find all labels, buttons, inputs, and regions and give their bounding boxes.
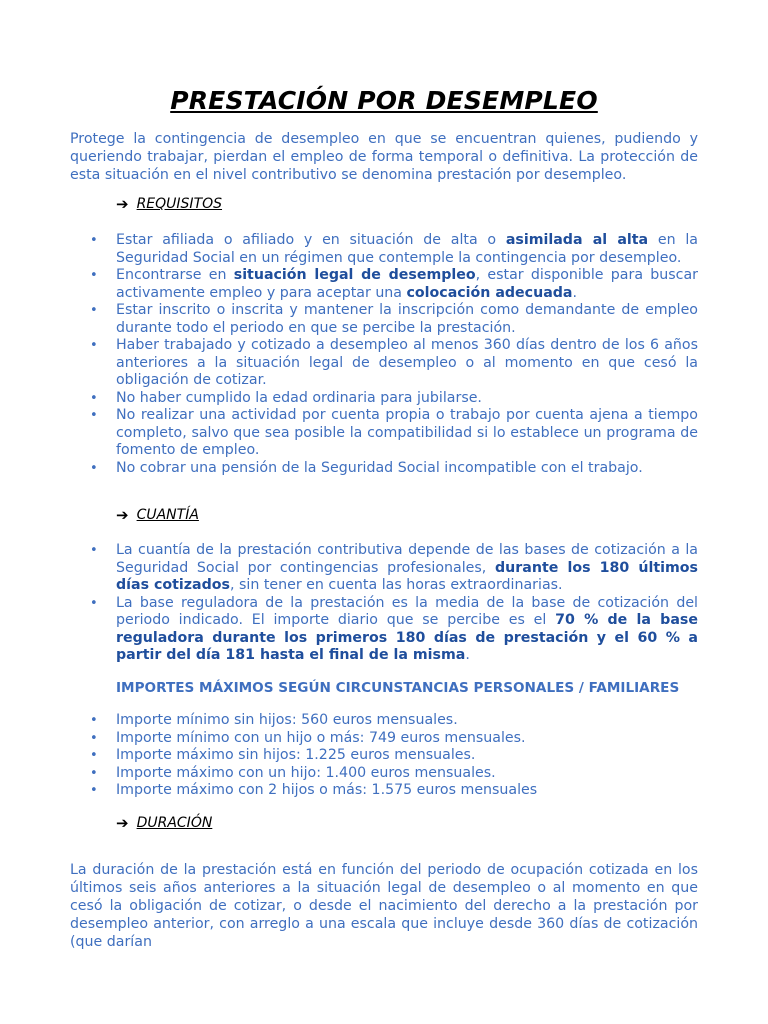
list-item: • La cuantía de la prestación contributiva depende de las bases de cotización a la Seguridad Social por contingencias profesionales, durante los 180 últimos días cotizados, sin tener en cuenta las horas extraordinarias. bbox=[70, 542, 698, 595]
list-item: • Estar afiliada o afiliado y en situación de alta o asimilada al alta en la Seguridad Social en un régimen que contemple la contingencia por desempleo. bbox=[70, 232, 698, 267]
intro-paragraph: Protege la contingencia de desempleo en que se encuentran quienes, pudiendo y queriendo trabajar, pierdan el empleo de forma temporal o definitiva. La protección de esta situación en el nivel contributivo se denomina prestación por desempleo. bbox=[70, 131, 698, 183]
list-item: • La base reguladora de la prestación es la media de la base de cotización del periodo indicado. El importe diario que se percibe es el 70 % de la base reguladora durante los primeros 180 días de prestación y el 60 % a partir del día 181 hasta el final de la misma. bbox=[70, 595, 698, 665]
list-item: • No cobrar una pensión de la Seguridad Social incompatible con el trabajo. bbox=[70, 460, 698, 478]
section-label: DURACIÓN bbox=[136, 815, 213, 831]
list-item: • Importe máximo sin hijos: 1.225 euros mensuales. bbox=[70, 747, 698, 765]
section-heading-requisitos bbox=[116, 195, 222, 213]
list-item: • Importe máximo con 2 hijos o más: 1.575 euros mensuales bbox=[70, 782, 698, 800]
arrow-right-icon: ➔ bbox=[116, 195, 129, 213]
section-label: REQUISITOS bbox=[136, 196, 223, 212]
section-heading-duracion bbox=[116, 814, 212, 832]
list-item: • Estar inscrito o inscrita y mantener la inscripción como demandante de empleo durante todo el periodo en que se percibe la prestación. bbox=[70, 302, 698, 337]
importes-list bbox=[70, 712, 698, 800]
list-item: • Importe mínimo con un hijo o más: 749 euros mensuales. bbox=[70, 730, 698, 748]
duracion-paragraph: La duración de la prestación está en función del periodo de ocupación cotizada en los últimos seis años anteriores a la situación legal de desempleo o al momento en que cesó la obligación de cotizar, o desde el nacimiento del derecho a la prestación por desempleo anterior, con arreglo a una escala que incluye desde 360 días de cotización (que darían bbox=[70, 862, 698, 950]
list-item: • Encontrarse en situación legal de desempleo, estar disponible para buscar activamente empleo y para aceptar una colocación adecuada. bbox=[70, 267, 698, 302]
list-item: • Importe mínimo sin hijos: 560 euros mensuales. bbox=[70, 712, 698, 730]
list-item: • No realizar una actividad por cuenta propia o trabajo por cuenta ajena a tiempo completo, salvo que sea posible la compatibilidad si lo establece un programa de fomento de empleo. bbox=[70, 407, 698, 460]
section-heading-cuantia bbox=[116, 506, 199, 524]
list-item: • Haber trabajado y cotizado a desempleo al menos 360 días dentro de los 6 años anteriores a la situación legal de desempleo o al momento en que cesó la obligación de cotizar. bbox=[70, 337, 698, 390]
list-item: • Importe máximo con un hijo: 1.400 euros mensuales. bbox=[70, 765, 698, 783]
cuantia-list bbox=[70, 542, 698, 665]
page-title: PRESTACIÓN POR DESEMPLEO bbox=[170, 86, 598, 115]
importes-subheading: IMPORTES MÁXIMOS SEGÚN CIRCUNSTANCIAS PERSONALES / FAMILIARES bbox=[116, 680, 680, 696]
list-item: • No haber cumplido la edad ordinaria para jubilarse. bbox=[70, 390, 698, 408]
requisitos-list bbox=[70, 232, 698, 477]
arrow-right-icon: ➔ bbox=[116, 506, 129, 524]
arrow-right-icon: ➔ bbox=[116, 814, 129, 832]
section-label: CUANTÍA bbox=[136, 507, 199, 523]
